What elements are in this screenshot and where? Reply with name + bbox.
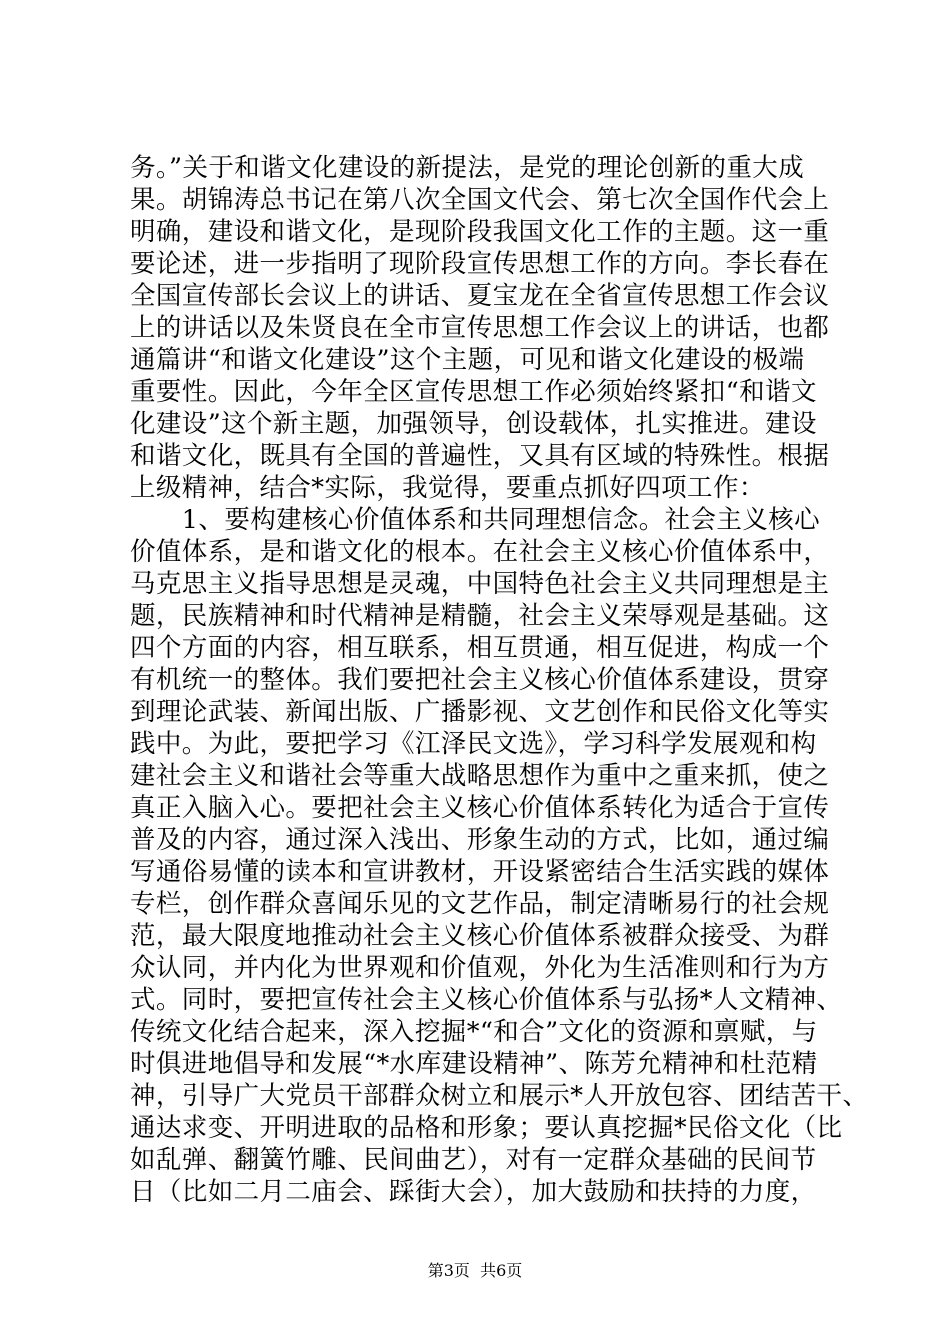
text-line: 范，最大限度地推动社会主义核心价值体系被群众接受、为群: [130, 921, 830, 951]
text-line: 有机统一的整体。我们要把社会主义核心价值体系建设，贯穿: [130, 665, 830, 695]
text-line: 写通俗易懂的读本和宣讲教材，开设紧密结合生活实践的媒体: [130, 857, 830, 887]
text-line: 化建设”这个新主题，加强领导，创设载体，扎实推进。建设: [130, 409, 817, 439]
text-line: 价值体系，是和谐文化的根本。在社会主义核心价值体系中，: [130, 537, 830, 567]
text-line: 式。同时，要把宣传社会主义核心价值体系与弘扬*人文精神、: [130, 985, 843, 1015]
text-line: 果。胡锦涛总书记在第八次全国文代会、第七次全国作代会上: [130, 185, 830, 215]
document-body: [130, 152, 869, 1208]
text-line: 如乱弹、翻簧竹雕、民间曲艺），对有一定群众基础的民间节: [130, 1145, 817, 1175]
text-line: 务。”关于和谐文化建设的新提法，是党的理论创新的重大成: [130, 153, 805, 183]
text-line: 神，引导广大党员干部群众树立和展示*人开放包容、团结苦干、: [130, 1081, 869, 1111]
paragraph-start-line: 1、要构建核心价值体系和共同理想信念。社会主义核心: [130, 505, 821, 535]
text-line: 时俱进地倡导和发展“*水库建设精神”、陈芳允精神和杜范精: [130, 1049, 818, 1079]
text-line: 上级精神，结合*实际，我觉得，要重点抓好四项工作：: [130, 473, 765, 503]
text-line: 众认同，并内化为世界观和价值观，外化为生活准则和行为方: [130, 953, 830, 983]
text-line: 传统文化结合起来，深入挖掘*“和合”文化的资源和禀赋，与: [130, 1017, 818, 1047]
text-line: 通达求变、开明进取的品格和形象；要认真挖掘*民俗文化（比: [130, 1113, 843, 1143]
text-line: 专栏，创作群众喜闻乐见的文艺作品，制定清晰易行的社会规: [130, 889, 830, 919]
text-line: 上的讲话以及朱贤良在全市宣传思想工作会议上的讲话，也都: [130, 313, 830, 343]
text-line: 建社会主义和谐社会等重大战略思想作为重中之重来抓，使之: [130, 761, 830, 791]
text-line: 重要性。因此，今年全区宣传思想工作必须始终紧扣“和谐文: [130, 377, 817, 407]
text-line: 题，民族精神和时代精神是精髓，社会主义荣辱观是基础。这: [130, 601, 830, 631]
text-line: 到理论武装、新闻出版、广播影视、文艺创作和民俗文化等实: [130, 697, 830, 727]
text-line: 明确，建设和谐文化，是现阶段我国文化工作的主题。这一重: [130, 217, 830, 247]
text-line: 真正入脑入心。要把社会主义核心价值体系转化为适合于宣传: [130, 793, 830, 823]
text-line: 要论述，进一步指明了现阶段宣传思想工作的方向。李长春在: [130, 249, 830, 279]
text-line: 四个方面的内容，相互联系，相互贯通，相互促进，构成一个: [130, 633, 830, 663]
text-line: 普及的内容，通过深入浅出、形象生动的方式，比如，通过编: [130, 825, 830, 855]
text-line: 全国宣传部长会议上的讲话、夏宝龙在全省宣传思想工作会议: [130, 281, 830, 311]
text-line: 马克思主义指导思想是灵魂，中国特色社会主义共同理想是主: [130, 569, 830, 599]
text-line: 通篇讲“和谐文化建设”这个主题，可见和谐文化建设的极端: [130, 345, 805, 375]
text-line: 和谐文化，既具有全国的普遍性，又具有区域的特殊性。根据: [130, 441, 830, 471]
text-line: 践中。为此，要把学习《江泽民文选》，学习科学发展观和构: [130, 729, 817, 759]
page-number-footer: 第3页 共6页: [427, 1261, 523, 1280]
text-line: 日（比如二月二庙会、踩街大会），加大鼓励和扶持的力度，: [130, 1177, 817, 1207]
